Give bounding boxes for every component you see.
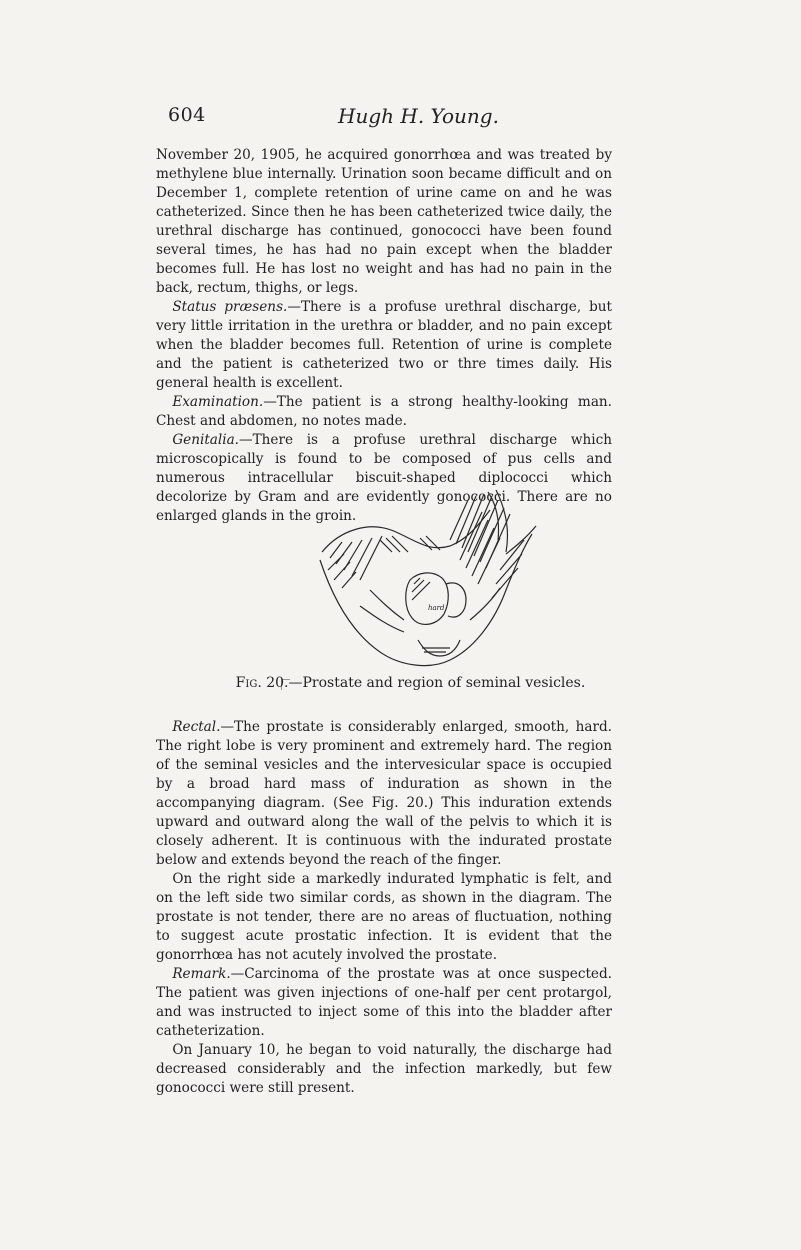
paragraph-text: —There is a profuse urethral discharge which microscopically is found to be composed of pus cells and numerous intracellular biscuit-shaped diplococci which decolorize by Gram and are evidently gonococci. There are no enlarged glands in the groin. (156, 432, 612, 524)
paragraph (156, 393, 612, 431)
paragraph (156, 965, 612, 1041)
paragraph (156, 1041, 612, 1098)
figure-caption (0, 675, 801, 691)
page-number: 604 (168, 104, 206, 126)
paragraph (156, 298, 612, 393)
paragraph (156, 718, 612, 870)
paragraph-text: On the right side a markedly indurated lymphatic is felt, and on the left side two similar cords, as shown in the diagram. The prostate is not tender, there are no areas of fluctuation, nothing to suggest acute prostatic infection. It is evident that the gonorrhœa has not acutely involved the prostate. (156, 871, 612, 963)
paragraph-head: Examination. (172, 394, 264, 410)
paragraph-text: —The patient is a strong healthy-looking man. Chest and abdomen, no notes made. (156, 394, 612, 429)
text-block-upper (156, 146, 612, 526)
paragraph-text: November 20, 1905, he acquired gonorrhœa and was treated by methylene blue internally. Urination soon became difficult and on December 1, complete retention of urine came on and he was catheterized. Since then he has been catheterized twice daily, the urethral discharge has continued, gonococci have been found several times, he has had no pain except when the bladder becomes full. He has lost no weight and has had no pain in the back, rectum, thighs, or legs. (156, 147, 612, 296)
paragraph-head: Status præsens. (172, 299, 288, 315)
text-block-lower (156, 718, 612, 1098)
paragraph-head: Remark. (172, 966, 231, 982)
paragraph-text: On January 10, he began to void naturally, the discharge had decreased considerably and the infection markedly, but few gonococci were still present. (156, 1042, 612, 1096)
paragraph (156, 146, 612, 298)
page-header (0, 104, 801, 134)
paragraph (156, 870, 612, 965)
figure-caption-text: —Prostate and region of seminal vesicles. (288, 675, 586, 691)
figure-inset-label: hard (428, 604, 445, 612)
paragraph-head: Rectal. (172, 719, 221, 735)
prostate-diagram (300, 480, 560, 680)
figure-label: Fig. 20. (235, 675, 289, 691)
paragraph-head: Genitalia. (172, 432, 240, 448)
running-head: Hugh H. Young. (338, 104, 499, 128)
paragraph-text: —Carcinoma of the prostate was at once suspected. The patient was given injections of one-half per cent protargol, and was instructed to inject some of this into the bladder after catheterization. (156, 966, 612, 1039)
paragraph-text: —The prostate is considerably enlarged, smooth, hard. The right lobe is very prominent and extremely hard. The region of the seminal vesicles and the intervesicular space is occupied by a broad hard mass of induration as shown in the accompanying diagram. (See Fig. 20.) This induration extends upward and outward along the wall of the pelvis to which it is closely adherent. It is continuous with the indurated prostate below and extends beyond the reach of the finger. (156, 719, 612, 868)
paragraph-text: —There is a profuse urethral discharge, but very little irritation in the urethra or bladder, and no pain except when the bladder becomes full. Retention of urine is complete and the patient is catheterized two or thre times daily. His general health is excellent. (156, 299, 613, 391)
